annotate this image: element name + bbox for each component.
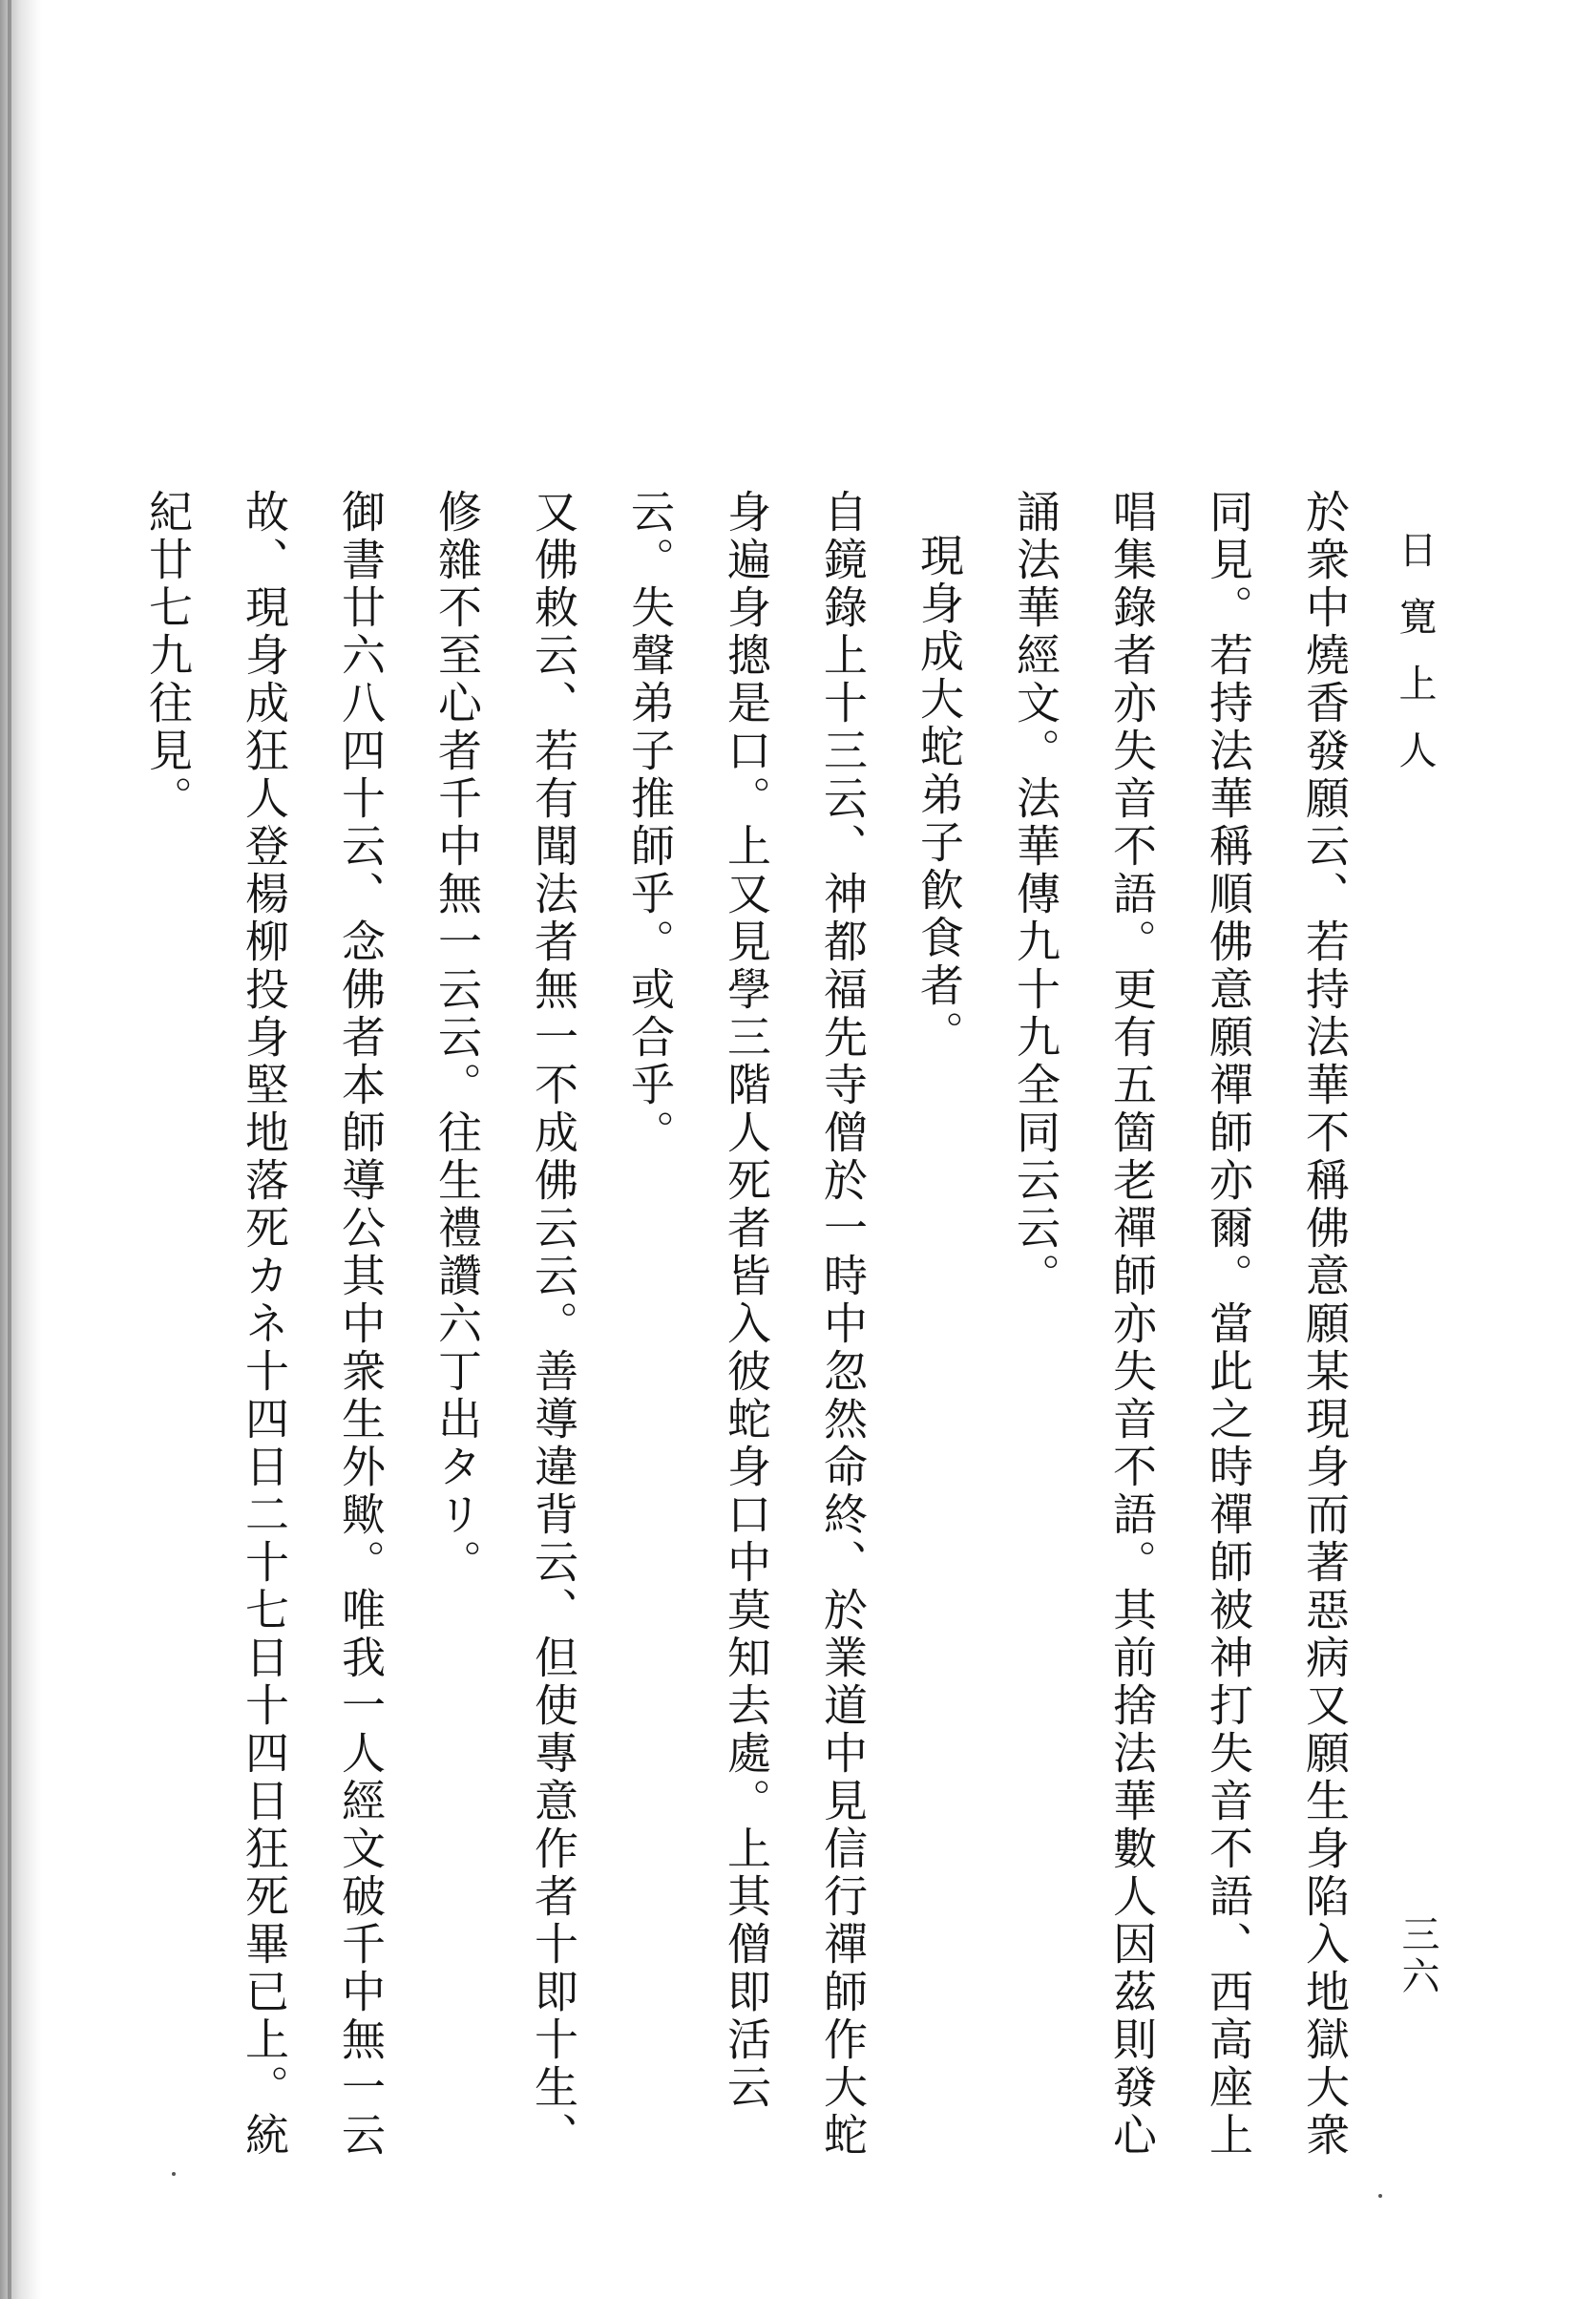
book-binding-edge [8, 0, 11, 2299]
paragraph: 又佛敕云、若有聞法者無一不成佛云云。善導違背云、但使專意作者十即十生、修雜不至心者千中無一云云。往生禮讚六丁出タリ。 [431, 489, 579, 2160]
scan-speck [1378, 2194, 1382, 2198]
running-header-title: 日寛上人 [1393, 530, 1437, 797]
paragraph: 於衆中燒香發願云、若持法華不稱佛意願某現身而著惡病又願生身陷入地獄大衆同見。若持法華稱順佛意願禪師亦爾。當此之時禪師被神打失音不語、西高座上唱集錄者亦失音不語。更有五箇老禪師亦失音不語。其前捨法華數人因茲則發心誦法華經文。法華傳九十九全同云云。 [1010, 489, 1351, 2160]
paragraph: 自鏡錄上十三云、神都福先寺僧於一時中忽然命終、於業道中見信行禪師作大蛇身遍身摠是口。上又見學三階人死者皆入彼蛇身口中莫知去處。上其僧即活云云。失聲弟子推師乎。或合乎。 [624, 489, 869, 2160]
paragraph: 現身成大蛇弟子飮食者。 [914, 533, 965, 1058]
page-number: 三六 [1396, 1914, 1439, 1998]
book-gutter-shadow [0, 0, 42, 2299]
main-text-block [142, 489, 1373, 2188]
paragraph: 御書廿六八四十云、念佛者本師導公其中衆生外歟。唯我一人經文破千中無一云故、現身成狂人登楊柳投身堅地落死カネ十四日二十七日十四日狂死畢已上。統紀廿七九往見。 [142, 489, 387, 2160]
scan-speck [172, 2172, 176, 2176]
